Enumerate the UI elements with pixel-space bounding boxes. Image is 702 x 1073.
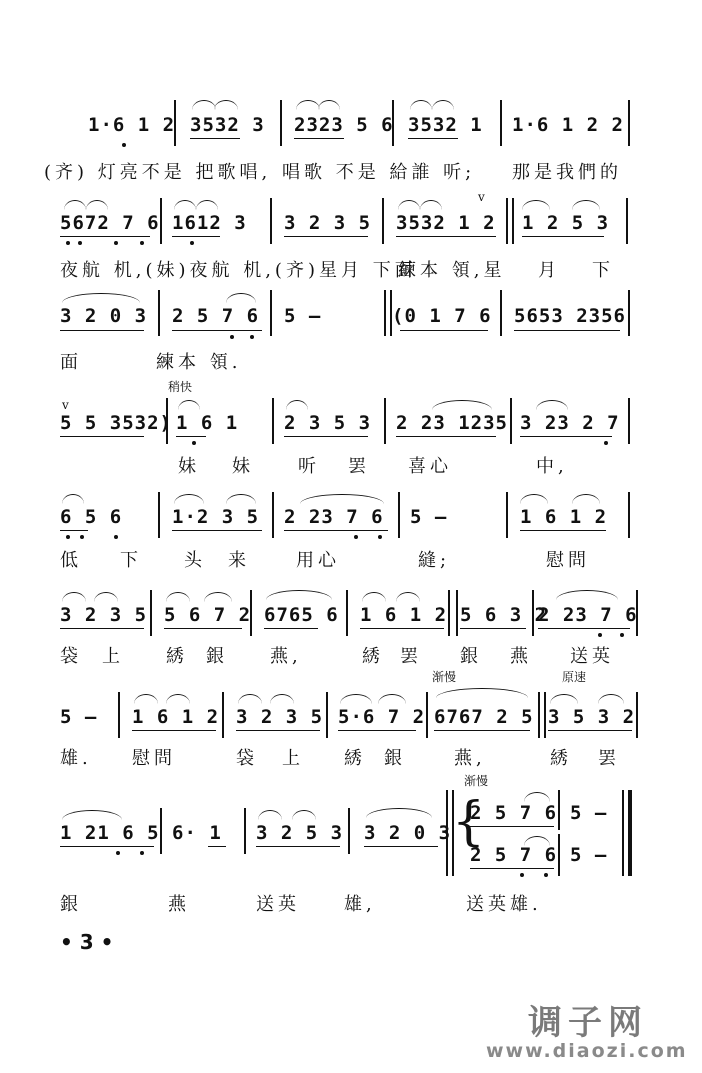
slur (550, 694, 578, 704)
low-dot (66, 241, 70, 245)
underline (236, 730, 320, 731)
note-group: 3532 3 (190, 114, 265, 136)
lyric-word: 袋 (60, 646, 82, 667)
watermark-url: www.diaozi.com (486, 1040, 688, 1062)
note-group: 2 3 5 3 (284, 412, 372, 434)
lyric-word: 妹 (178, 456, 200, 477)
underline (256, 846, 340, 847)
low-dot (520, 873, 524, 877)
bar-line (512, 198, 514, 244)
breath-mark: v (62, 398, 69, 412)
note-group: 5 – (570, 844, 608, 866)
note-group: 3 2 3 5 (284, 212, 372, 234)
low-dot (114, 535, 118, 539)
lyric-word: 听 (298, 456, 320, 477)
underline (338, 730, 416, 731)
bar-line (538, 692, 540, 738)
slur (420, 200, 442, 210)
underline (284, 436, 368, 437)
bar-line (510, 398, 512, 444)
lyric-word: 下 (592, 260, 614, 281)
slur (270, 694, 294, 704)
note-group: 6765 6 (264, 604, 339, 626)
bar-line (158, 290, 160, 336)
lyric-word: 送英 (570, 646, 614, 667)
slur (166, 592, 190, 602)
low-dot (66, 535, 70, 539)
underline (172, 330, 262, 331)
final-bar-line (628, 790, 632, 876)
low-dot (116, 851, 120, 855)
lyric-word: 雄. (60, 748, 92, 769)
note-group: 3 2 0 3 (364, 822, 452, 844)
lyric-line: 送英雄. (466, 894, 542, 915)
underline (520, 530, 606, 531)
underline (548, 730, 632, 731)
lyric-line: 那是我們的 (512, 162, 622, 183)
underline (264, 628, 318, 629)
note-group: 2 23 7 6 (284, 506, 384, 528)
slur (572, 494, 600, 504)
note-group: 3532 1 2 (396, 212, 496, 234)
lyric-word: 用心 (296, 550, 340, 571)
slur (292, 810, 316, 820)
note-group: 5 6 3 2 (460, 604, 548, 626)
lyric-word: 燕 (510, 646, 532, 667)
slur (536, 400, 568, 410)
low-dot (354, 535, 358, 539)
bar-line (506, 492, 508, 538)
bar-line (346, 590, 348, 636)
lyric-line: 練本 領,星 (398, 260, 506, 281)
slur (362, 592, 386, 602)
note-group: 2 23 1235 (396, 412, 508, 434)
bar-line (506, 198, 508, 244)
slur (134, 694, 158, 704)
underline (396, 236, 496, 237)
lyric-word: 綉 (550, 748, 572, 769)
lyric-word: 燕, (454, 748, 486, 769)
low-dot (122, 143, 126, 147)
lyric-line: (齐) 灯亮不是 把歌唱, (44, 162, 272, 183)
lyric-word: 綉 (362, 646, 384, 667)
bar-line (532, 590, 534, 636)
bar-line (382, 198, 384, 244)
bar-line (174, 100, 176, 146)
lyric-line: 練本 領. (156, 352, 242, 373)
lyric-word: 綉 (166, 646, 188, 667)
lyric-word: 头 (184, 550, 206, 571)
note-group: 3532 1 (408, 114, 483, 136)
note-group: 2 5 7 6 (470, 802, 558, 824)
note-group: 3 5 3 2 (548, 706, 636, 728)
slur (432, 400, 492, 410)
underline (172, 530, 262, 531)
note-group: 1 6 1 2 (360, 604, 448, 626)
lyric-word: 送英 (256, 894, 300, 915)
bar-line (636, 590, 638, 636)
underline (60, 330, 144, 331)
note-group: 1 2 5 3 (522, 212, 610, 234)
bar-line (270, 290, 272, 336)
low-dot (140, 241, 144, 245)
bar-line (326, 692, 328, 738)
note-group: 3 2 0 3 (60, 305, 148, 327)
slur (94, 592, 118, 602)
bar-line (384, 290, 386, 336)
note-group: 3 2 3 5 (236, 706, 324, 728)
bar-line (280, 100, 282, 146)
bar-line (222, 692, 224, 738)
bar-line (166, 398, 168, 444)
lyric-word: 慰問 (132, 748, 176, 769)
low-dot (78, 241, 82, 245)
underline (190, 138, 240, 139)
bar-line (250, 590, 252, 636)
note-group: 5653 2356 (514, 305, 626, 327)
lyric-word: 下 (120, 550, 142, 571)
low-dot (604, 441, 608, 445)
note-group: 6 5 6 (60, 506, 123, 528)
bar-line (558, 790, 560, 830)
bar-line (118, 692, 120, 738)
slur (522, 200, 550, 210)
note-group: 3 2 3 5 (60, 604, 148, 626)
brace: { (452, 792, 486, 852)
lyric-word: 面 (60, 352, 82, 373)
underline (460, 628, 526, 629)
underline (176, 436, 206, 437)
note-group: 5 – (570, 802, 608, 824)
underline (132, 730, 216, 731)
slur (166, 694, 190, 704)
lyric-word: 綉 (344, 748, 366, 769)
note-group: 2323 5 6 (294, 114, 394, 136)
note-group: 6· 1 (172, 822, 222, 844)
low-dot (192, 441, 196, 445)
note-group: 1·6 1 2 2 (512, 114, 624, 136)
underline (470, 868, 554, 869)
bar-line (398, 492, 400, 538)
lyric-word: 燕, (270, 646, 302, 667)
note-group: 1 6 1 (176, 412, 239, 434)
low-dot (80, 535, 84, 539)
low-dot (544, 873, 548, 877)
slur (524, 836, 550, 846)
underline (538, 628, 630, 629)
slur (178, 400, 200, 410)
underline (60, 846, 154, 847)
note-group: 1 6 1 2 (132, 706, 220, 728)
note-group: 5 – (60, 706, 98, 728)
note-group: 1 21 6 5 (60, 822, 160, 844)
lyric-word: 来 (228, 550, 250, 571)
bar-line (272, 492, 274, 538)
underline (164, 628, 242, 629)
lyric-word: 妹 (232, 456, 254, 477)
underline (434, 730, 530, 731)
page-number: • 3 • (60, 930, 114, 954)
slur (598, 694, 624, 704)
note-group: 5 5 3532) (60, 412, 172, 434)
slur (410, 100, 432, 110)
bar-line (500, 290, 502, 336)
bar-line (628, 290, 630, 336)
underline (284, 530, 388, 531)
bar-line (628, 492, 630, 538)
slur (174, 200, 196, 210)
slur (86, 200, 108, 210)
note-group: 1·6 1 2 (88, 114, 176, 136)
bar-line (626, 198, 628, 244)
slur (378, 694, 406, 704)
low-dot (378, 535, 382, 539)
bar-line (384, 398, 386, 444)
slur (62, 494, 84, 504)
note-group: 2 5 7 6 (470, 844, 558, 866)
slur (196, 200, 218, 210)
underline (522, 236, 604, 237)
bar-line (244, 808, 246, 854)
underline (60, 436, 144, 437)
tempo-mark: 渐慢 (432, 670, 457, 684)
lyric-word: 慰問 (546, 550, 590, 571)
note-group: 2 23 7 6 (538, 604, 638, 626)
low-dot (598, 633, 602, 637)
lyric-line: 唱歌 不是 給誰 听; (282, 162, 476, 183)
slur (192, 100, 216, 110)
lyric-word: 罢 (598, 748, 620, 769)
tempo-mark: 稍快 (168, 380, 193, 394)
note-group: (0 1 7 6 (392, 305, 492, 327)
bar-line (456, 590, 458, 636)
tempo-mark: 原速 (562, 670, 587, 684)
low-dot (250, 335, 254, 339)
slur (258, 810, 282, 820)
slur (62, 810, 122, 820)
bar-line (270, 198, 272, 244)
underline (470, 826, 554, 827)
slur (318, 100, 340, 110)
bar-line (392, 100, 394, 146)
low-dot (620, 633, 624, 637)
underline (60, 530, 88, 531)
slur (62, 293, 140, 303)
underline (60, 236, 150, 237)
slur (572, 200, 600, 210)
note-group: 5 – (410, 506, 448, 528)
lyric-word: 罢 (400, 646, 422, 667)
slur (432, 100, 454, 110)
underline (364, 846, 438, 847)
note-group: 5 6 7 2 (164, 604, 252, 626)
slur (340, 694, 372, 704)
slur (64, 200, 86, 210)
underline (400, 330, 488, 331)
lyric-word: 喜心 (408, 456, 452, 477)
lyric-word: 燕 (168, 894, 190, 915)
slur (396, 592, 420, 602)
underline (396, 436, 496, 437)
lyric-word: 低 (60, 550, 82, 571)
underline (172, 236, 220, 237)
bar-line (150, 590, 152, 636)
underline (360, 628, 444, 629)
slur (204, 592, 232, 602)
bar-line (158, 492, 160, 538)
note-group: 1612 3 (172, 212, 247, 234)
bar-line (636, 692, 638, 738)
note-group: 2 5 7 6 (172, 305, 260, 327)
note-group: 3 23 2 7 (520, 412, 620, 434)
note-group: 5672 7 6 (60, 212, 160, 234)
bar-line (628, 100, 630, 146)
lyric-word: 上 (282, 748, 304, 769)
breath-mark: v (478, 190, 485, 204)
low-dot (190, 241, 194, 245)
lyric-word: 月 (538, 260, 560, 281)
lyric-word: 銀 (460, 646, 482, 667)
watermark-brand: 调子网 (528, 1003, 648, 1043)
low-dot (230, 335, 234, 339)
bar-line (160, 808, 162, 854)
bar-line (628, 398, 630, 444)
lyric-word: 銀 (384, 748, 406, 769)
slur (266, 590, 332, 600)
bar-line (160, 198, 162, 244)
low-dot (140, 851, 144, 855)
note-group: 3 2 5 3 (256, 822, 344, 844)
lyric-word: 袋 (236, 748, 258, 769)
lyric-line: 夜航 机,(妹)夜航 机,(齐)星月 下面 (60, 260, 417, 281)
note-group: 5·6 7 2 (338, 706, 426, 728)
bar-line (348, 808, 350, 854)
slur (238, 694, 262, 704)
lyric-word: 銀 (60, 894, 82, 915)
underline (408, 138, 458, 139)
bar-line (448, 590, 450, 636)
underline (284, 236, 368, 237)
note-group: 6767 2 5 (434, 706, 534, 728)
bar-line (272, 398, 274, 444)
slur (398, 200, 420, 210)
slur (300, 494, 384, 504)
slur (366, 808, 432, 818)
lyric-word: 雄, (344, 894, 376, 915)
slur (174, 494, 204, 504)
underline (520, 436, 612, 437)
slur (296, 100, 320, 110)
underline (208, 846, 226, 847)
note-group: 1 6 1 2 (520, 506, 608, 528)
slur (436, 688, 528, 698)
bar-line (446, 790, 448, 876)
underline (294, 138, 344, 139)
lyric-word: 上 (102, 646, 124, 667)
bar-line (426, 692, 428, 738)
note-group: 1·2 3 5 (172, 506, 260, 528)
slur (556, 590, 618, 600)
bar-line (558, 834, 560, 876)
bar-line (622, 790, 624, 876)
low-dot (114, 241, 118, 245)
slur (62, 592, 86, 602)
slur (524, 792, 550, 802)
slur (520, 494, 548, 504)
bar-line (544, 692, 546, 738)
slur (214, 100, 238, 110)
underline (60, 628, 144, 629)
lyric-word: 中, (536, 456, 568, 477)
underline (514, 330, 620, 331)
note-group: 5 – (284, 305, 322, 327)
lyric-word: 銀 (206, 646, 228, 667)
slur (226, 293, 256, 303)
slur (286, 400, 308, 410)
slur (226, 494, 256, 504)
lyric-word: 罢 (348, 456, 370, 477)
bar-line (500, 100, 502, 146)
tempo-mark: 渐慢 (464, 774, 489, 788)
lyric-word: 縫; (418, 550, 451, 571)
